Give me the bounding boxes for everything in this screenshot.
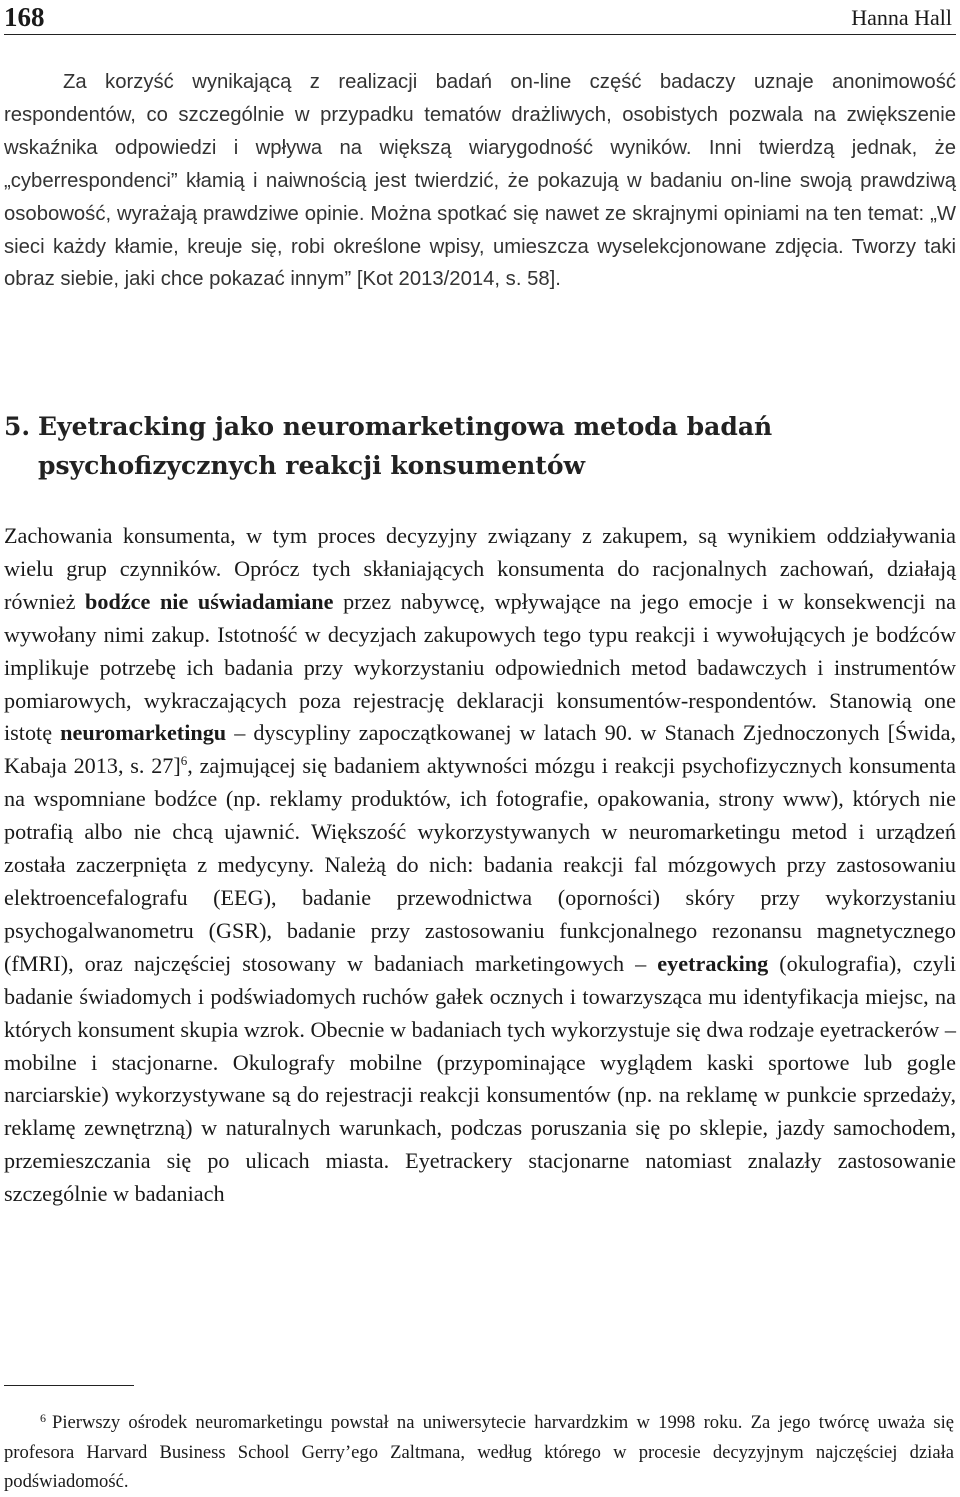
bold-term-unconscious-stimuli: bodźce nie uświadamiane — [85, 588, 334, 614]
body-text: Zachowania konsumenta, w tym proces decyzyjny związany z zakupem, są wynikiem oddziaływania wielu grup czynników. Oprócz tych skłaniających konsumenta do racjonalnych zachowań, działają również — [4, 523, 956, 614]
bold-term-neuromarketing: neuromarketingu — [60, 720, 227, 746]
footnote — [4, 1404, 954, 1497]
bold-term-eyetracking: eyetracking — [657, 950, 769, 976]
body-text: przez nabywcę, wpływające na jego emocje i w konsekwencji na wywołany nimi zakup. Istotność w decyzjach zakupowych tego typu reakcji i wywołujących je bodźców implikuje potrzebę ich badania przy wykorzystaniu odpowiednich metod badawczych i instrumentów pomiarowych, wykraczających poza rejestrację deklaracji konsumentów-respondentów. Stanowią one istotę — [4, 588, 956, 746]
section-title-line-2: psychofizycznych reakcji konsumentów — [38, 450, 586, 480]
body-paragraph — [4, 520, 956, 1211]
footnote-reference: 6 — [180, 753, 188, 769]
footnote-text: Pierwszy ośrodek neuromarketingu powstał na uniwersytecie harvardzkim w 1998 roku. Za jego twórcę uważa się profesora Harvard Business School Gerry’ego Zaltmana, według którego w procesie decyzyjnym najczęściej działa podświadomość. — [4, 1412, 954, 1493]
page-header — [0, 0, 960, 34]
section-number: 5. — [4, 412, 31, 441]
section-title-line-1: Eyetracking jako neuromarketingowa metoda badań — [38, 412, 773, 441]
running-header-author: Hanna Hall — [851, 5, 952, 30]
body-text: , zajmującej się badaniem aktywności mózgu i reakcji psychofizycznych konsumenta na wspomniane bodźce (np. reklamy produktów, ich fotografie, opakowania, strony www), których nie potrafią albo nie chcą ujawnić. Większość wykorzystywanych w neuromarketingu metod i urządzeń została zaczerpnięta z medycyny. Należą do nich: badania reakcji fal mózgowych przy zastosowaniu elektroencefalografu (EEG), badanie przewodnictwa (oporności) skóry przy wykorzystaniu psychogalwanometru (GSR), badanie przy zastosowaniu funkcjonalnego rezonansu magnetycznego (fMRI), oraz najczęściej stosowany w badaniach marketingowych – — [4, 753, 956, 976]
header-rule — [4, 34, 956, 35]
footnote-separator — [4, 1385, 134, 1386]
footnote-number: 6 — [40, 1411, 46, 1425]
section-heading — [4, 408, 944, 485]
page-number: 168 — [4, 2, 45, 32]
body-text: (okulografia), czyli badanie świadomych i podświadomych ruchów gałek ocznych i towarzysząca mu identyfikacja miejsc, na których konsument skupia wzrok. Obecnie w badaniach tych wykorzystuje się dwa rodzaje eyetrackerów – mobilne i stacjonarne. Okulografy mobilne (przypominające wyglądem kaski sportowe lub gogle narciarskie) wykorzystywane są do rejestracji reakcji konsumentów (np. na reklamę w punkcie sprzedaży, reklamę zewnętrzną) w naturalnych warunkach, podczas poruszania się po sklepie, jazdy samochodem, przemieszczania się po ulicach miasta. Eyetrackery stacjonarne natomiast znalazły zastosowanie szczególnie w badaniach — [4, 950, 957, 1207]
body-text: – dyscypliny zapoczątkowanej w latach 90. w Stanach Zjednoczonych [Świda, Kabaja 2013, s. 27] — [4, 720, 956, 779]
intro-paragraph: Za korzyść wynikającą z realizacji badań on-line część badaczy uznaje anonimowość respondentów, co szczególnie w przypadku tematów drażliwych, osobistych pozwala na zwiększenie wskaźnika odpowiedzi i wpływa na większą wiarygodność wyników. Inni twierdzą jednak, że „cyberrespondenci” kłamią i naiwnością jest twierdzić, że pokazują w badaniu on-line swoją prawdziwą osobowość, wyrażają prawdziwe opinie. Można spotkać się nawet ze skrajnymi opiniami na ten temat: „W sieci każdy kłamie, kreuje się, robi określone wpisy, umieszcza wyselekcjonowane zdjęcia. Tworzy taki obraz siebie, jaki chce pokazać innym” [Kot 2013/2014, s. 58]. — [4, 71, 956, 291]
